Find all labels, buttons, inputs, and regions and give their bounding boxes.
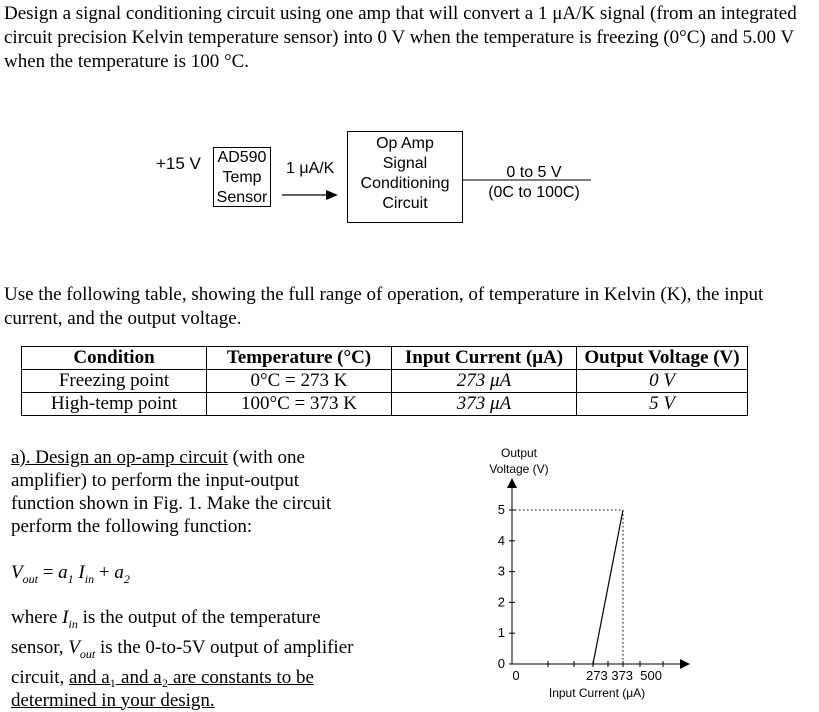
chart-xlabel: Input Current (μA)	[548, 686, 646, 700]
intro-text: Design a signal conditioning circuit using one amp that will convert a 1 μA/K signal (from an integrated circuit precision Kelvin temperature sensor) into 0 V when the temperature is freezing (0°C) and 5.00 V when the temperature is 100 °C.	[4, 3, 797, 72]
transfer-chart	[470, 440, 700, 700]
where-1: where	[11, 607, 63, 628]
eq-a2: a	[114, 562, 124, 583]
table-cell: 0 V	[577, 370, 748, 393]
chart-x-tick-labels: 273 373 500	[586, 668, 662, 683]
opamp-line4: Circuit	[382, 195, 428, 212]
eq-plus: +	[94, 562, 115, 583]
intro-paragraph	[4, 2, 816, 74]
opamp-line2: Signal	[382, 155, 428, 172]
equation	[11, 562, 130, 587]
chart-ylabel-line2: Voltage (V)	[489, 462, 549, 476]
chart-y-tick-label: 0	[497, 656, 505, 671]
part-a-lead: a). Design an op-amp circuit	[11, 447, 228, 468]
where-iin: I	[62, 607, 69, 628]
eq-i: I	[73, 562, 85, 583]
part-a-rest: (with one amplifier) to perform the input-output function shown in Fig. 1. Make the circuit perform the following function:	[11, 447, 332, 537]
opamp-line1: Op Amp	[376, 135, 434, 152]
chart-x-arrow-icon	[680, 659, 690, 669]
table-cell: 273 μA	[392, 370, 577, 393]
where-vout-sub: out	[79, 646, 96, 661]
table-cell: 100°C = 373 K	[207, 393, 392, 416]
chart-y-tick-label: 2	[497, 594, 505, 610]
where-underlined: and a₁ and a₂ are constants to be determined in your design.	[11, 666, 314, 711]
table-cell: 373 μA	[392, 393, 577, 416]
table-cell: High-temp point	[22, 393, 207, 416]
sensor-box-text	[213, 148, 271, 208]
output-label	[474, 163, 594, 203]
range-table	[21, 346, 748, 416]
chart-ylabel-line1: Output	[500, 446, 538, 460]
header-input-current: Input Current (μA)	[392, 347, 577, 370]
chart-series-line	[593, 510, 623, 664]
eq-i-sub: in	[84, 571, 95, 586]
chart-y-tick-label: 3	[497, 563, 505, 579]
table-intro-paragraph	[4, 283, 816, 331]
chart-y-tick-label: 1	[497, 625, 505, 641]
chart-y-tick-label: 4	[497, 532, 505, 548]
eq-v-sub: out	[22, 571, 38, 586]
table-row	[22, 393, 748, 416]
table-row	[22, 370, 748, 393]
sensor-line3: Sensor	[216, 189, 268, 206]
opamp-box-text	[347, 134, 463, 214]
header-output-voltage: Output Voltage (V)	[577, 347, 748, 370]
chart-y-arrow-icon	[507, 478, 517, 488]
table-cell: 0°C = 273 K	[207, 370, 392, 393]
chart-x-tick-zero: 0	[512, 668, 520, 683]
output-line1: 0 to 5 V	[506, 164, 562, 181]
table-intro-text: Use the following table, showing the full range of operation, of temperature in Kelvin (K), the input current, and the output voltage.	[4, 284, 764, 329]
eq-a1-sub: 1	[67, 571, 74, 586]
where-3: is the 0-to-5V output of amplifier circuit,	[11, 636, 354, 688]
eq-a1: a	[58, 562, 68, 583]
table-header-row	[22, 347, 748, 370]
sensor-line2: Temp	[222, 169, 262, 186]
header-condition: Condition	[22, 347, 207, 370]
opamp-line3: Conditioning	[360, 175, 450, 192]
eq-v: V	[11, 562, 23, 583]
signal-label: 1 μA/K	[286, 160, 335, 177]
where-2: is the output of the temperature sensor,	[11, 607, 321, 658]
where-iin-sub: in	[68, 616, 78, 631]
sensor-line1: AD590	[217, 149, 267, 166]
table-cell: 5 V	[577, 393, 748, 416]
supply-label: +15 V	[156, 154, 201, 173]
chart-y-tick-label: 5	[497, 502, 505, 517]
where-paragraph	[11, 606, 371, 712]
where-vout: V	[68, 636, 80, 658]
eq-a2-sub: 2	[123, 571, 130, 586]
output-line	[463, 178, 593, 182]
eq-equals: =	[37, 562, 59, 583]
signal-arrow-icon	[280, 188, 340, 202]
block-diagram	[140, 126, 600, 226]
header-temperature: Temperature (°C)	[207, 347, 392, 370]
part-a-text	[11, 446, 361, 538]
output-line2: (0C to 100C)	[488, 184, 580, 201]
table-cell: Freezing point	[22, 370, 207, 393]
